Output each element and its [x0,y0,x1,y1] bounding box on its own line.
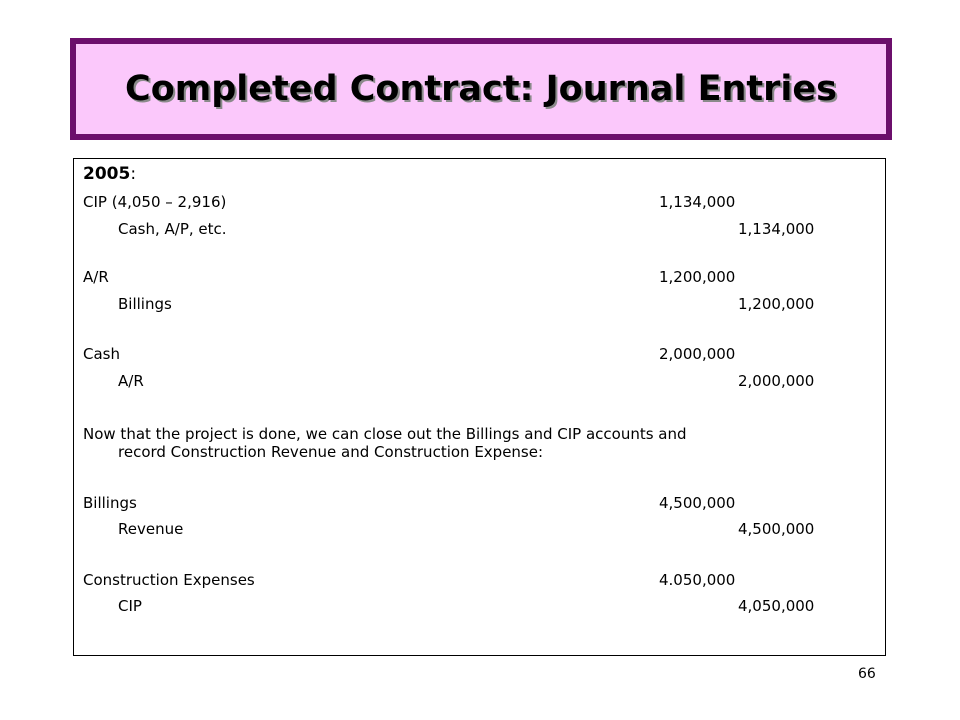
entry-5-credit-account: CIP [118,597,142,615]
entry-4-debit-amount: 4,500,000 [659,494,736,512]
entry-4-credit-account: Revenue [118,520,184,538]
entry-1-credit-amount: 1,134,000 [738,220,815,238]
entry-5-credit-amount: 4,050,000 [738,597,815,615]
entry-4-credit-amount: 4,500,000 [738,520,815,538]
entry-1-debit-amount: 1,134,000 [659,193,736,211]
closing-note-line-1: Now that the project is done, we can close out the Billings and CIP accounts and [83,425,687,443]
entry-2-credit-amount: 1,200,000 [738,295,815,313]
title-banner [70,38,892,140]
entry-3-credit-account: A/R [118,372,144,390]
entry-5-debit-amount: 4.050,000 [659,571,736,589]
year-colon: : [130,164,137,184]
entry-4-debit-account: Billings [83,494,137,512]
year-heading [83,165,136,183]
entry-3-credit-amount: 2,000,000 [738,372,815,390]
page-number: 66 [858,666,876,682]
closing-note [83,425,873,461]
entry-1-debit-account: CIP (4,050 – 2,916) [83,193,227,211]
entry-3-debit-amount: 2,000,000 [659,345,736,363]
closing-note-line-2: record Construction Revenue and Construction Expense: [118,443,544,461]
slide-title: Completed Contract: Journal Entries [125,69,837,109]
year-label: 2005 [83,164,131,184]
entry-2-debit-amount: 1,200,000 [659,268,736,286]
entry-1-credit-account: Cash, A/P, etc. [118,220,227,238]
entry-2-credit-account: Billings [118,295,172,313]
entry-3-debit-account: Cash [83,345,120,363]
entry-2-debit-account: A/R [83,268,109,286]
entry-5-debit-account: Construction Expenses [83,571,255,589]
